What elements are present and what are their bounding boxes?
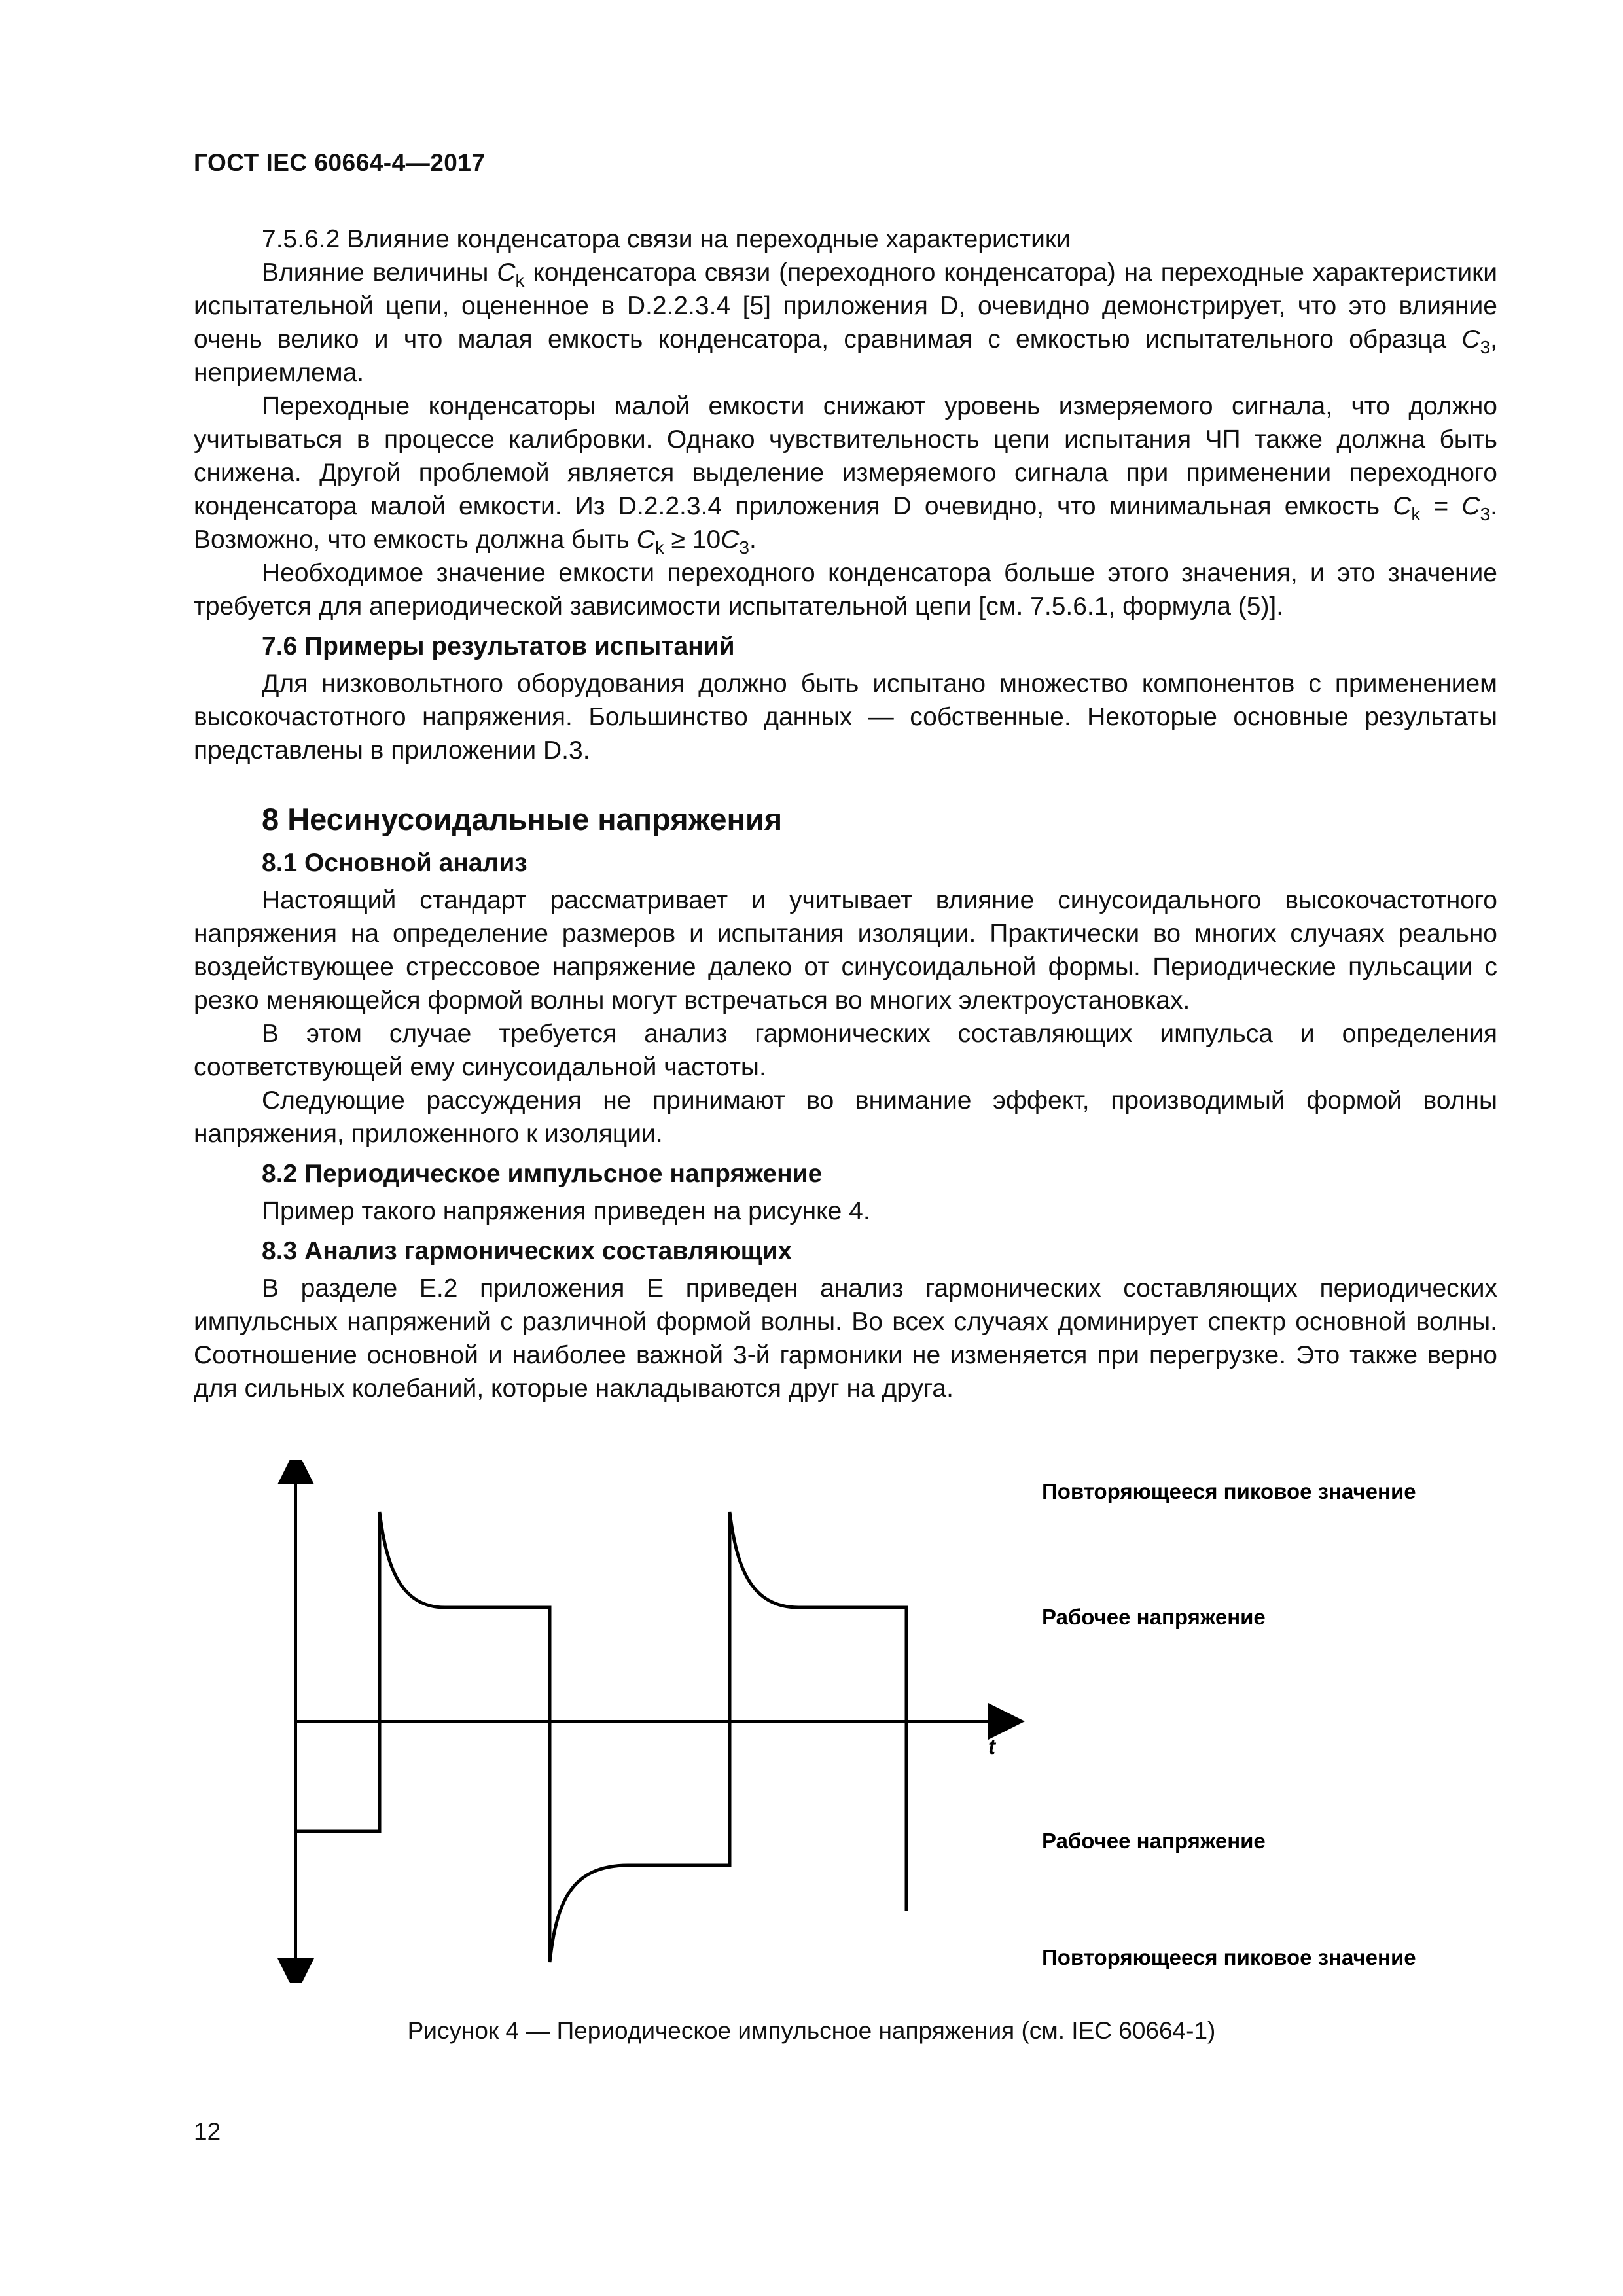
label-peak-bottom: Повторяющееся пиковое значение — [1042, 1945, 1416, 1969]
section-8-title: 8 Несинусоидальные напряжения — [262, 802, 783, 836]
document-header: ГОСТ IEC 60664-4—2017 — [194, 149, 486, 176]
section-82-paragraph: Пример такого напряжения приведен на рисунке 4. — [262, 1197, 870, 1225]
pulse-waveform — [296, 1512, 906, 1962]
figure-caption: Рисунок 4 — Периодическое импульсное напряжения (см. IEC 60664-1) — [407, 2017, 1216, 2044]
section-81-paragraph-2: В этом случае требуется анализ гармонических составляющих импульса и определения соответствующей ему синусоидальной частоты. — [194, 1020, 1497, 1081]
section-7562-paragraph-1: Влияние величины $C_k$ конденсатора связи (переходного конденсатора) на переходные характеристики испытательной цепи, оцененное в D.2.2.3.4 [5] приложения D, очевидно демонстрирует, что это влияние очень велико и что малая емкость конденсатора, сравнимая с емкостью испытательного образца $C_3$, неприемлема. — [194, 259, 1498, 387]
section-81-paragraph-1: Настоящий стандарт рассматривает и учитывает влияние синусоидального высокочастотного напряжения на определение размеров и испытания изоляции. Практически во многих случаях реально воздействующее стрессовое напряжение далеко от синусоидальной формы. Периодические пульсации с резко меняющейся формой волны могут встречаться во многих электроустановках. — [194, 886, 1497, 1014]
section-7562-paragraph-3: Необходимое значение емкости переходного конденсатора больше этого значения, и это значение требуется для апериодической зависимости испытательной цепи [см. 7.5.6.1, формула (5)]. — [194, 559, 1497, 620]
t-axis-label: t — [988, 1734, 995, 1759]
page-number: 12 — [194, 2118, 221, 2145]
label-peak-top: Повторяющееся пиковое значение — [1042, 1479, 1416, 1503]
section-82-title: 8.2 Периодическое импульсное напряжение — [262, 1160, 823, 1188]
section-81-paragraph-3: Следующие рассуждения не принимают во внимание эффект, производимый формой волны напряжения, приложенного к изоляции. — [194, 1086, 1497, 1148]
section-7562-title: 7.5.6.2 Влияние конденсатора связи на переходные характеристики — [262, 225, 1071, 253]
section-83-paragraph: В разделе Е.2 приложения Е приведен анализ гармонических составляющих периодических импульсных напряжений с различной формой волны. Во всех случаях доминирует спектр основной волны. Соотношение основной и наиболее важной 3-й гармоники не изменяется при перегрузке. Это также верно для сильных колебаний, которые накладываются друг на друга. — [194, 1274, 1497, 1403]
section-81-title: 8.1 Основной анализ — [262, 849, 527, 877]
section-76-title: 7.6 Примеры результатов испытаний — [262, 632, 735, 660]
section-76-paragraph: Для низковольтного оборудования должно быть испытано множество компонентов с применением высокочастотного напряжения. Большинство данных — собственные. Некоторые основные результаты представлены в приложении D.3. — [194, 670, 1497, 764]
label-working-bottom: Рабочее напряжение — [1042, 1829, 1266, 1853]
section-83-title: 8.3 Анализ гармонических составляющих — [262, 1237, 793, 1265]
page-body — [194, 223, 1497, 1405]
figure-4 — [275, 1460, 1453, 1983]
pulse-voltage-diagram — [275, 1460, 1453, 1983]
label-working-top: Рабочее напряжение — [1042, 1605, 1266, 1629]
section-7562-paragraph-2: Переходные конденсаторы малой емкости снижают уровень измеряемого сигнала, что должно учитываться в процессе калибровки. Однако чувствительность цепи испытания ЧП также должна быть снижена. Другой проблемой является выделение измеряемого сигнала при применении переходного конденсатора малой емкости. Из D.2.2.3.4 приложения D очевидно, что минимальная емкость $C_k = C_3$. Возможно, что емкость должна быть $C_k \ge 10C_3$. — [194, 392, 1497, 558]
